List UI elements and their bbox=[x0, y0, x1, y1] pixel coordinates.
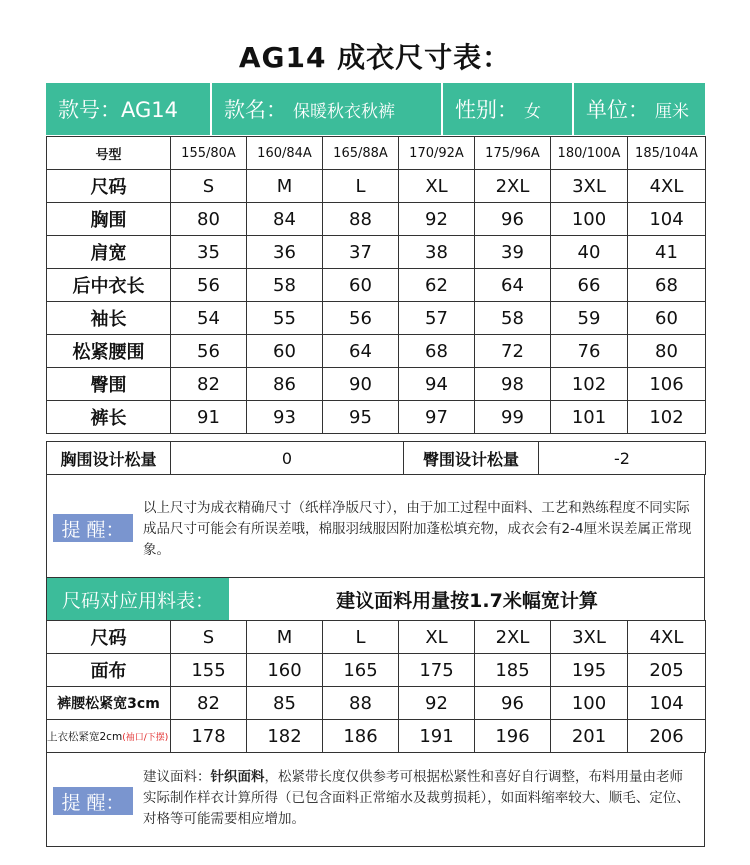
table-cell: 3XL bbox=[551, 170, 628, 203]
table-cell: 54 bbox=[171, 302, 247, 335]
table-cell: XL bbox=[399, 170, 475, 203]
table-cell: 76 bbox=[551, 335, 628, 368]
row-label: 后中衣长 bbox=[47, 269, 171, 302]
table-cell: M bbox=[247, 170, 323, 203]
table-row bbox=[47, 170, 706, 203]
table-cell: 82 bbox=[171, 687, 247, 720]
row-label: 裤腰松紧宽3cm bbox=[47, 687, 171, 720]
table-cell: 41 bbox=[628, 236, 706, 269]
table-cell: 170/92A bbox=[399, 137, 475, 170]
style-name: 款名： 保暖秋衣秋裤 bbox=[212, 83, 443, 135]
row-label: 面布 bbox=[47, 654, 171, 687]
row-label: 胸围 bbox=[47, 203, 171, 236]
table-cell: 97 bbox=[399, 401, 475, 434]
reminder-badge: 提 醒： bbox=[53, 514, 133, 542]
table-cell: 56 bbox=[323, 302, 399, 335]
size-table bbox=[46, 136, 706, 434]
hip-ease-label: 臀围设计松量 bbox=[404, 442, 539, 475]
table-cell: L bbox=[323, 170, 399, 203]
table-cell: 35 bbox=[171, 236, 247, 269]
size-header-cell: M bbox=[247, 621, 323, 654]
table-cell: 80 bbox=[171, 203, 247, 236]
size-header-cell: 4XL bbox=[628, 621, 706, 654]
table-cell: 55 bbox=[247, 302, 323, 335]
table-cell: 57 bbox=[399, 302, 475, 335]
table-header-row bbox=[47, 621, 706, 654]
table-cell: 101 bbox=[551, 401, 628, 434]
table-cell: 182 bbox=[247, 720, 323, 753]
table-cell: 100 bbox=[551, 687, 628, 720]
table-cell: 64 bbox=[475, 269, 551, 302]
size-header-cell: XL bbox=[399, 621, 475, 654]
table-row bbox=[47, 203, 706, 236]
table-cell: 93 bbox=[247, 401, 323, 434]
table-row bbox=[47, 442, 706, 475]
table-cell: 68 bbox=[628, 269, 706, 302]
table-cell: 88 bbox=[323, 203, 399, 236]
table-row bbox=[47, 368, 706, 401]
table-cell: 64 bbox=[323, 335, 399, 368]
hip-ease-value: -2 bbox=[539, 442, 706, 475]
fabric-section-header bbox=[46, 578, 705, 620]
table-cell: 37 bbox=[323, 236, 399, 269]
table-cell: 102 bbox=[551, 368, 628, 401]
table-cell: 86 bbox=[247, 368, 323, 401]
table-cell: 4XL bbox=[628, 170, 706, 203]
table-cell: 175 bbox=[399, 654, 475, 687]
table-cell: 92 bbox=[399, 203, 475, 236]
table-cell: 206 bbox=[628, 720, 706, 753]
row-label: 号型 bbox=[47, 137, 171, 170]
row-label: 尺码 bbox=[47, 621, 171, 654]
table-cell: 66 bbox=[551, 269, 628, 302]
table-cell: 40 bbox=[551, 236, 628, 269]
table-cell: 160 bbox=[247, 654, 323, 687]
row-label bbox=[47, 720, 171, 753]
table-cell: 58 bbox=[247, 269, 323, 302]
spec-header-bar bbox=[46, 83, 705, 135]
table-cell: 99 bbox=[475, 401, 551, 434]
table-cell: 155/80A bbox=[171, 137, 247, 170]
table-cell: 104 bbox=[628, 687, 706, 720]
table-cell: 88 bbox=[323, 687, 399, 720]
table-cell: 2XL bbox=[475, 170, 551, 203]
fabric-section-desc: 建议面料用量按1.7米幅宽计算 bbox=[336, 589, 598, 612]
table-cell: 165 bbox=[323, 654, 399, 687]
size-header-cell: L bbox=[323, 621, 399, 654]
table-row bbox=[47, 236, 706, 269]
table-cell: 178 bbox=[171, 720, 247, 753]
table-cell: 185/104A bbox=[628, 137, 706, 170]
table-row bbox=[47, 335, 706, 368]
table-row bbox=[47, 654, 706, 687]
table-cell: 94 bbox=[399, 368, 475, 401]
reminder-box-2 bbox=[46, 753, 705, 847]
page-title: AG14 成衣尺寸表： bbox=[238, 41, 512, 74]
reminder-text-2: 建议面料：针织面料，松紧带长度仅供参考可根据松紧性和喜好自行调整，布料用量由老师实际制作样衣计算所得（已包含面料正常缩水及裁剪损耗），如面料缩率较大、顺毛、定位、对格等可能需要相应增加。 bbox=[143, 769, 690, 827]
table-row bbox=[47, 720, 706, 753]
table-cell: 165/88A bbox=[323, 137, 399, 170]
size-header-cell: 3XL bbox=[551, 621, 628, 654]
table-row bbox=[47, 401, 706, 434]
table-cell: 60 bbox=[628, 302, 706, 335]
table-cell: 56 bbox=[171, 335, 247, 368]
table-cell: 62 bbox=[399, 269, 475, 302]
table-cell: 72 bbox=[475, 335, 551, 368]
table-cell: 155 bbox=[171, 654, 247, 687]
table-cell: 180/100A bbox=[551, 137, 628, 170]
row-label: 松紧腰围 bbox=[47, 335, 171, 368]
table-cell: 175/96A bbox=[475, 137, 551, 170]
table-cell: 84 bbox=[247, 203, 323, 236]
table-row bbox=[47, 137, 706, 170]
table-cell: 95 bbox=[323, 401, 399, 434]
row-label-text: 上衣松紧宽2cm bbox=[47, 730, 123, 743]
table-cell: 185 bbox=[475, 654, 551, 687]
row-label: 肩宽 bbox=[47, 236, 171, 269]
table-row bbox=[47, 302, 706, 335]
table-cell: 68 bbox=[399, 335, 475, 368]
table-cell: 38 bbox=[399, 236, 475, 269]
size-header-cell: S bbox=[171, 621, 247, 654]
table-cell: 59 bbox=[551, 302, 628, 335]
fabric-highlight: 针织面料 bbox=[210, 769, 265, 785]
table-cell: 186 bbox=[323, 720, 399, 753]
table-cell: 56 bbox=[171, 269, 247, 302]
row-label: 臀围 bbox=[47, 368, 171, 401]
table-cell: 92 bbox=[399, 687, 475, 720]
table-cell: 36 bbox=[247, 236, 323, 269]
reminder-text: 以上尺寸为成衣精确尺寸（纸样净版尺寸），由于加工过程中面料、工艺和熟练程度不同实际成品尺寸可能会有所误差哦，棉服羽绒服因附加蓬松填充物，成衣会有2-4厘米误差属正常现象。 bbox=[143, 500, 692, 558]
ease-table bbox=[46, 441, 706, 475]
table-cell: 91 bbox=[171, 401, 247, 434]
table-cell: 60 bbox=[323, 269, 399, 302]
reminder-badge-2: 提 醒： bbox=[53, 787, 133, 815]
chest-ease-label: 胸围设计松量 bbox=[47, 442, 171, 475]
size-header-cell: 2XL bbox=[475, 621, 551, 654]
table-row bbox=[47, 687, 706, 720]
style-number: 款号：AG14 bbox=[46, 83, 212, 135]
row-label: 尺码 bbox=[47, 170, 171, 203]
table-cell: 85 bbox=[247, 687, 323, 720]
table-cell: 201 bbox=[551, 720, 628, 753]
table-cell: 90 bbox=[323, 368, 399, 401]
table-cell: 100 bbox=[551, 203, 628, 236]
table-cell: 196 bbox=[475, 720, 551, 753]
chest-ease-value: 0 bbox=[171, 442, 404, 475]
row-label-note: (袖口/下摆) bbox=[122, 732, 169, 743]
table-cell: 98 bbox=[475, 368, 551, 401]
table-cell: 191 bbox=[399, 720, 475, 753]
table-cell: S bbox=[171, 170, 247, 203]
fabric-section-title: 尺码对应用料表： bbox=[47, 578, 229, 620]
table-cell: 104 bbox=[628, 203, 706, 236]
gender: 性别： 女 bbox=[443, 83, 574, 135]
table-cell: 60 bbox=[247, 335, 323, 368]
table-cell: 80 bbox=[628, 335, 706, 368]
fabric-table bbox=[46, 620, 706, 753]
table-cell: 102 bbox=[628, 401, 706, 434]
row-label: 袖长 bbox=[47, 302, 171, 335]
table-cell: 96 bbox=[475, 687, 551, 720]
table-row bbox=[47, 269, 706, 302]
row-label: 裤长 bbox=[47, 401, 171, 434]
table-cell: 205 bbox=[628, 654, 706, 687]
table-cell: 96 bbox=[475, 203, 551, 236]
table-cell: 106 bbox=[628, 368, 706, 401]
table-cell: 82 bbox=[171, 368, 247, 401]
table-cell: 58 bbox=[475, 302, 551, 335]
table-cell: 195 bbox=[551, 654, 628, 687]
unit: 单位： 厘米 bbox=[586, 98, 689, 122]
reminder-box bbox=[46, 474, 705, 578]
table-cell: 160/84A bbox=[247, 137, 323, 170]
table-cell: 39 bbox=[475, 236, 551, 269]
